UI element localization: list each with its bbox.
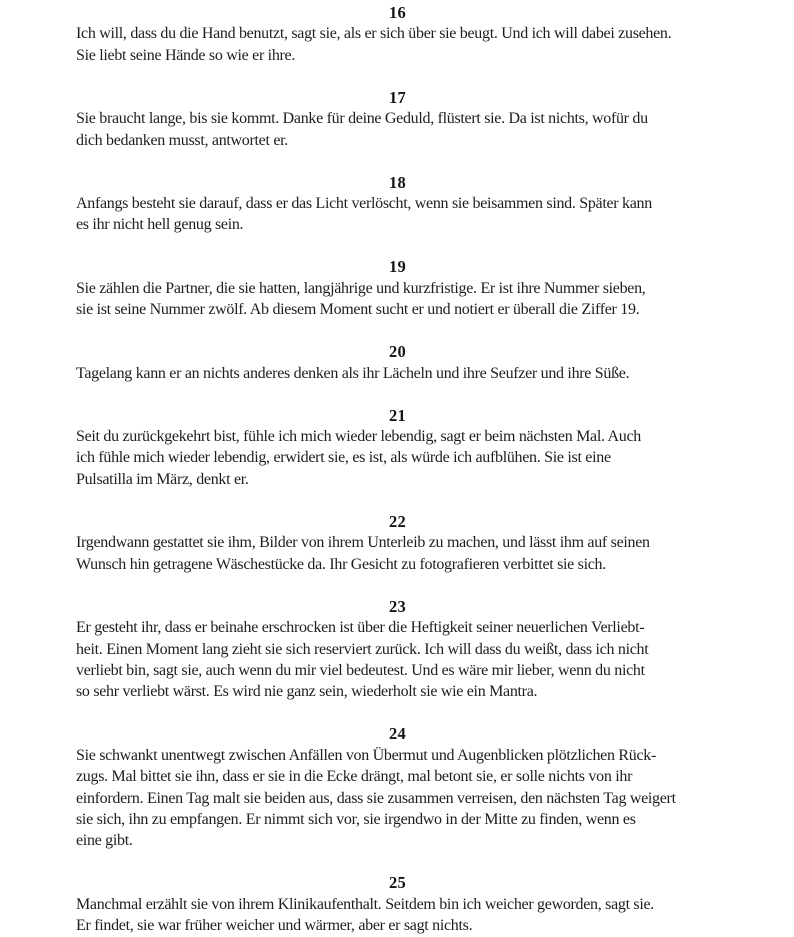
section-number: 17: [389, 87, 406, 107]
section-19: [76, 256, 719, 320]
paragraph-line: dich bedanken musst, antwortet er.: [76, 131, 288, 149]
paragraph-line: Tagelang kann er an nichts anderes denken als ihr Lächeln und ihre Seufzer und ihre Süße.: [76, 364, 630, 382]
paragraph-line: Er gesteht ihr, dass er beinahe erschrocken ist über die Heftigkeit seiner neuerlichen Verliebt-: [76, 619, 645, 637]
paragraph-line: Irgendwann gestattet sie ihm, Bilder von ihrem Unterleib zu machen, und lässt ihm auf seinen: [76, 534, 650, 552]
section-20: [76, 341, 719, 384]
section-number: 20: [389, 342, 406, 362]
section-number: 16: [389, 3, 406, 22]
paragraph-line: verliebt bin, sagt sie, auch wenn du mir viel bedeutest. Und es wäre mir lieber, wenn du nicht: [76, 661, 645, 679]
section-number: 19: [389, 257, 406, 277]
paragraph-line: Sie zählen die Partner, die sie hatten, langjährige und kurzfristige. Er ist ihre Nummer sieben,: [76, 279, 646, 297]
section-number: 23: [389, 596, 406, 616]
paragraph-line: heit. Einen Moment lang zieht sie sich reserviert zurück. Ich will dass du weißt, dass ich nicht: [76, 640, 649, 658]
section-21: [76, 405, 719, 491]
paragraph-line: Seit du zurückgekehrt bist, fühle ich mich wieder lebendig, sagt er beim nächsten Mal. Auch: [76, 428, 641, 446]
paragraph-line: Ich will, dass du die Hand benutzt, sagt sie, als er sich über sie beugt. Und ich will dabei zusehen.: [76, 25, 672, 43]
section-24: [76, 723, 719, 851]
section-22: [76, 511, 719, 575]
section-number: 25: [389, 873, 406, 893]
paragraph-line: ich fühle mich wieder lebendig, erwidert sie, es ist, als würde ich aufblühen. Sie ist eine: [76, 449, 611, 467]
paragraph-line: sie sich, ihn zu empfangen. Er nimmt sich vor, sie irgendwo in der Mitte zu finden, wenn es: [76, 810, 636, 828]
paragraph-line: Sie braucht lange, bis sie kommt. Danke für deine Geduld, flüstert sie. Da ist nichts, wofür du: [76, 110, 648, 128]
paragraph-line: Er findet, sie war früher weicher und wärmer, aber er sagt nichts.: [76, 917, 473, 935]
paragraph-line: eine gibt.: [76, 832, 133, 850]
paragraph-line: einfordern. Einen Tag malt sie beiden aus, dass sie zusammen verreisen, den nächsten Tag weigert: [76, 789, 676, 807]
section-17: [76, 87, 719, 151]
paragraph-line: es ihr nicht hell genug sein.: [76, 216, 244, 234]
section-number: 22: [389, 511, 406, 531]
paragraph-line: Sie schwankt unentwegt zwischen Anfällen von Übermut und Augenblicken plötzlichen Rück-: [76, 746, 656, 764]
section-number: 24: [389, 724, 406, 744]
paragraph-line: sie ist seine Nummer zwölf. Ab diesem Moment sucht er und notiert er überall die Ziffer 19.: [76, 301, 640, 319]
paragraph-line: Wunsch hin getragene Wäschestücke da. Ihr Gesicht zu fotografieren verbittet sie sich.: [76, 555, 606, 573]
paragraph-line: Anfangs besteht sie darauf, dass er das Licht verlöscht, wenn sie beisammen sind. Später kann: [76, 195, 652, 213]
section-23: [76, 596, 719, 703]
section-number: 21: [389, 405, 406, 425]
paragraph-line: Sie liebt seine Hände so wie er ihre.: [76, 46, 296, 64]
paragraph-line: zugs. Mal bittet sie ihn, dass er sie in die Ecke drängt, mal betont sie, er solle nichts von ihr: [76, 768, 633, 786]
paragraph-line: Manchmal erzählt sie von ihrem Klinikaufenthalt. Seitdem bin ich weicher geworden, sagt sie.: [76, 895, 654, 913]
section-18: [76, 172, 719, 236]
section-25: [76, 872, 719, 936]
section-16: [76, 2, 719, 66]
section-number: 18: [389, 172, 406, 192]
paragraph-line: Pulsatilla im März, denkt er.: [76, 470, 249, 488]
paragraph-line: so sehr verliebt wärst. Es wird nie ganz sein, wiederholt sie wie ein Mantra.: [76, 683, 538, 701]
